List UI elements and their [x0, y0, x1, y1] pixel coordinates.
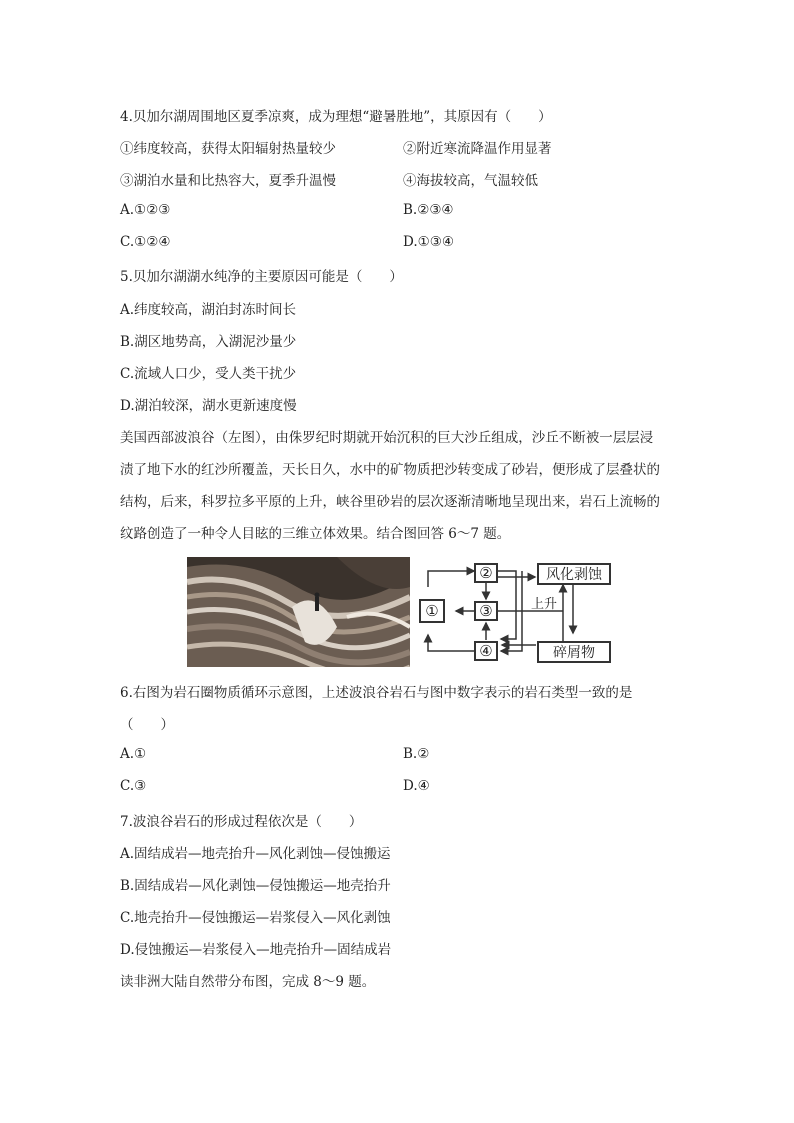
q7-choice-a: A.固结成岩—地壳抬升—风化剥蚀—侵蚀搬运 [120, 846, 391, 862]
q7-choice-d: D.侵蚀搬运—岩浆侵入—地壳抬升—固结成岩 [120, 942, 392, 958]
q6-choice-d: D.④ [403, 778, 430, 794]
q6-choice-c: C.③ [120, 778, 147, 794]
q6-choice-a: A.① [120, 746, 147, 762]
q6-choice-b: B.② [403, 746, 430, 762]
q4-choice-a: A.①②③ [120, 202, 171, 218]
passage-line-3: 结构，后来，科罗拉多平原的上升，峡谷里砂岩的层次逐渐清晰地呈现出来，岩石上流畅的 [120, 494, 660, 510]
q7-choice-b: B.固结成岩—风化剥蚀—侵蚀搬运—地壳抬升 [120, 878, 391, 894]
debris-box: 碎屑物 [537, 641, 611, 663]
rock-type-3-box: ③ [474, 601, 498, 621]
wave-canyon-photo [187, 557, 410, 667]
passage-line-2: 渍了地下水的红沙所覆盖，天长日久，水中的矿物质把沙转变成了砂岩，便形成了层叠状的 [120, 462, 660, 478]
q4-option-2: ②附近寒流降温作用显著 [403, 141, 552, 157]
q7-stem: 7.波浪谷岩石的形成过程依次是（ ） [120, 814, 363, 830]
weathering-box: 风化剥蚀 [537, 563, 611, 585]
q6-paren: （ ） [120, 717, 174, 733]
q4-option-1: ①纬度较高，获得太阳辐射热量较少 [120, 141, 336, 157]
q4-option-4: ④海拔较高，气温较低 [403, 173, 538, 189]
q4-choice-c: C.①②④ [120, 234, 171, 250]
q5-choice-d: D.湖泊较深，湖水更新速度慢 [120, 398, 297, 414]
rock-type-4-box: ④ [474, 641, 498, 661]
q4-option-3: ③湖泊水量和比热容大，夏季升温慢 [120, 173, 336, 189]
q7-choice-c: C.地壳抬升—侵蚀搬运—岩浆侵入—风化剥蚀 [120, 910, 391, 926]
q5-choice-a: A.纬度较高，湖泊封冻时间长 [120, 302, 297, 318]
passage-line-4: 纹路创造了一种令人目眩的三维立体效果。结合图回答 6～7 题。 [120, 526, 511, 542]
q5-choice-c: C.流域人口少，受人类干扰少 [120, 366, 297, 382]
uplift-label: 上升 [531, 597, 558, 612]
rock-type-2-box: ② [474, 563, 498, 583]
q4-choice-b: B.②③④ [403, 202, 454, 218]
rock-cycle-diagram [418, 557, 618, 667]
q5-choice-b: B.湖区地势高，入湖泥沙量少 [120, 334, 297, 350]
q4-choice-d: D.①③④ [403, 234, 454, 250]
passage-line-1: 美国西部波浪谷（左图），由侏罗纪时期就开始沉积的巨大沙丘组成，沙丘不断被一层层浸 [120, 430, 654, 446]
rock-type-1-box: ① [419, 599, 445, 623]
q6-stem: 6.右图为岩石圈物质循环示意图，上述波浪谷岩石与图中数字表示的岩石类型一致的是 [120, 685, 633, 701]
q4-stem: 4.贝加尔湖周围地区夏季凉爽，成为理想“避暑胜地”，其原因有（ ） [120, 109, 552, 125]
q5-stem: 5.贝加尔湖湖水纯净的主要原因可能是（ ） [120, 269, 403, 285]
closing-instruction: 读非洲大陆自然带分布图，完成 8～9 题。 [120, 974, 376, 990]
